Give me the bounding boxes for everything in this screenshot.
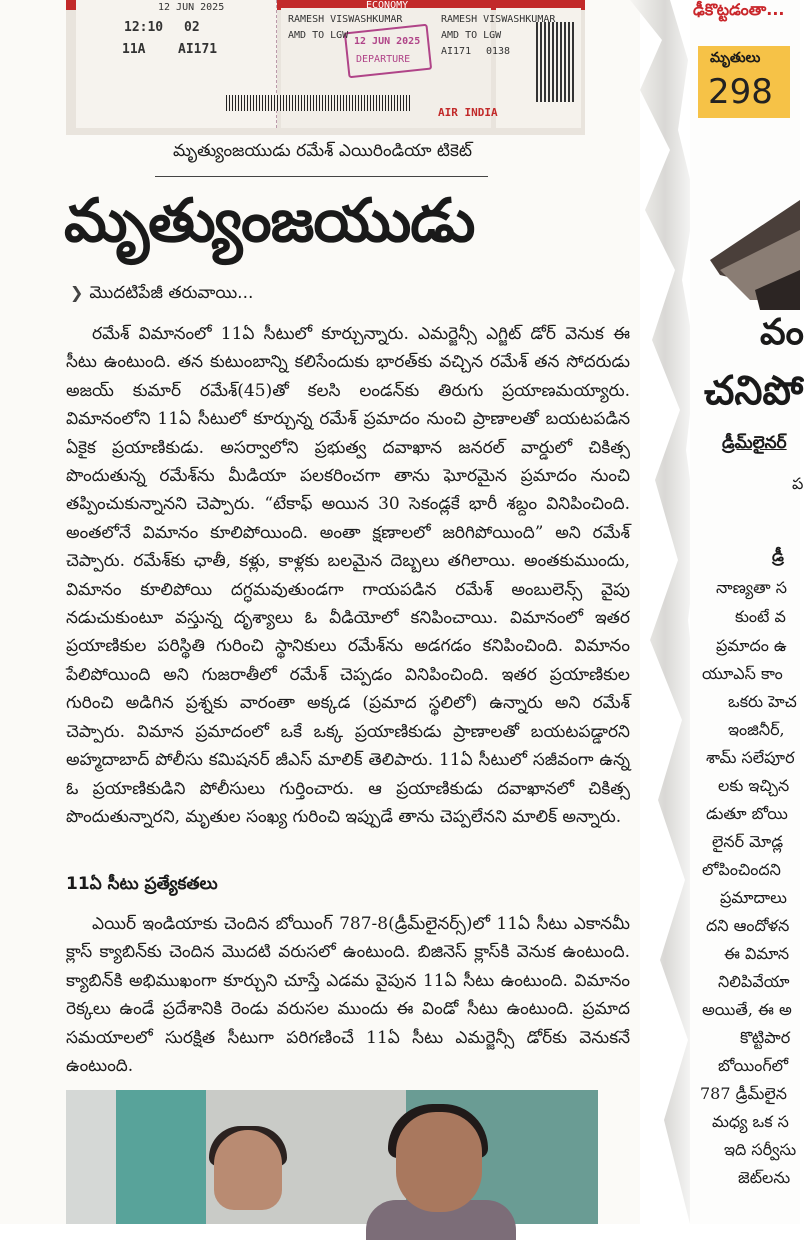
article-paragraph-1: రమేశ్‌ విమానంలో 11ఏ సీటులో కూర్చున్నారు. ఎమర్జెన్సీ ఎగ్జిట్‌ డోర్‌ వెనుక ఈ సీటు ఉంటుంది. తన కుటుంబాన్ని కలిసేందుకు భారత్‌కు వచ్చిన రమేశ్‌ తన సోదరుడు అజయ్‌ కుమార్‌ రమేశ్‌(45)తో కలసి లండన్‌కు తిరుగు ప్రయాణమయ్యారు. విమానంలోని 11ఏ సీటులో కూర్చున్న రమేశ్‌ ప్రమాదం నుంచి ప్రాణాలతో బయటపడిన ఏకైక ప్రయాణికుడు. అసర్వాలోని ప్రభుత్వ దవాఖాన జనరల్‌ వార్డులో చికిత్స పొందుతున్న రమేశ్‌ను మీడియా పలకరించగా తాను ఘోరమైన ప్రమాదం నుంచి తప్పించుకున్నానని చెప్పారు. “టేకాఫ్‌ అయిన 30 సెకండ్లకే భారీ శబ్దం వినిపించింది. అంతలోనే విమానం కూలిపోయింది. అంతా క్షణాలలో జరిగిపోయింది” అని రమేశ్‌ చెప్పారు. రమేశ్‌కు ఛాతీ, కళ్లు, కాళ్లకు బలమైన దెబ్బలు తగిలాయి. అంతకుముందు, విమానం కూలిపోయి దగ్ధమవుతుండగా గాయపడిన రమేశ్‌ అంబులెన్స్‌ వైపు నడుచుకుంటూ వస్తున్న దృశ్యాలు ఓ వీడియోలో కనిపించాయి. విమానంలో ఇతర ప్రయాణికుల పరిస్థితి గురించి స్థానికులు రమేశ్‌ను అడగడం కనిపించింది. విమానం పేలిపోయింది అని గుజరాతీలో రమేశ్‌ చెప్పడం వినిపించింది. ఇతర ప్రయాణికుల గురించి అడిగిన ప్రశ్నకు వారంతా అక్కడ (ప్రమాద స్థలిలో) ఉన్నారు అని రమేశ్‌ చెప్పారు. విమాన ప్రమాదంలో ఒకే ఒక్క ప్రయాణికుడు ప్రాణాలతో బయటపడ్డారని అహ్మదాబాద్‌ పోలీసు కమిషనర్‌ జీఎస్‌ మాలిక్‌ తెలిపారు. 11ఏ సీటులో సజీవంగా ఉన్న ఓ ప్రయాణికుడిని పోలీసులు గుర్తించారు. ఆ ప్రయాణికుడు దవాఖానలో చికిత్స పొందుతున్నారని, మృతుల సంఖ్య గురించి ఇప్పుడే తాను చెప్పలేనని మాలిక్‌ అన్నారు. [66,324,630,827]
right-text-line: లైనర్ మోడ్ల [712,832,784,851]
right-text-line: డుతూ బోయి [706,804,788,823]
ticket-flight: AI171 [178,42,218,57]
deaths-count: 298 [708,72,773,112]
photo-caption: మృత్యుంజయుడు రమేశ్‌ ఎయిరిండియా టికెట్‌ [172,141,472,161]
ticket-zone: 0138 [486,46,511,57]
right-text-line: జెట్‌లను [738,1168,791,1187]
right-text-line: నిలిపివేయా [718,972,790,991]
departure-stamp [344,24,432,79]
boarding-pass-photo [66,0,585,135]
right-text-line: దని ఆందోళన [706,916,790,935]
chevron-right-icon: ❯ [70,283,84,302]
right-text-line: యూఎస్ కాం [702,664,783,683]
right-text-line: బోయింగ్‌లో [718,1056,789,1075]
right-text-line: ఈ విమాన [724,944,790,963]
right-text-line: అయితే, ఈ అ [702,1000,792,1019]
ticket-route-right: AMD TO LGW [441,30,502,41]
right-text-line: ఇంజినీర్, [728,720,785,739]
continuation-text: మొదటిపేజీ తరువాయి... [89,283,254,303]
right-text-line: లోపించిందని [702,860,781,879]
ticket-gate: 02 [184,20,200,35]
right-dateline: డ్రీమ్‌లైనర్‌ [722,433,787,453]
continuation-line [70,283,253,307]
right-text-line: కుంటే వ [735,607,786,626]
stamp-text: DEPARTURE [356,54,411,65]
right-top-text: ఢీకొట్టడంతా... [693,0,785,19]
right-text-line: 787 డ్రీమ్‌లైన [700,1084,787,1103]
stamp-date: 12 JUN 2025 [354,36,421,47]
right-text-line: ఒకరు హెచ [728,692,797,711]
right-text-line: మధ్య ఒక స [712,1112,789,1131]
barcode-image [226,95,411,111]
right-text-line: ప [792,474,804,493]
deaths-label: మృతులు [710,50,761,66]
ticket-passenger-right: RAMESH VISWASHKUMAR [441,14,556,25]
article-paragraph-2: ఎయిర్‌ ఇండియాకు చెందిన బోయింగ్‌ 787-8(డ్రీమ్‌లైనర్స్‌)లో 11ఏ సీటు ఎకానమీ క్లాస్‌ క్యాబిన్‌కు చెందిన మొదటి వరుసలో ఉంటుంది. బిజినెస్‌ క్లాస్‌కి వెనుక ఉంటుంది. క్యాబిన్‌కి అభిముఖంగా కూర్చుని చూస్తే ఎడమ వైపున 11ఏ సీటు ఉంటుంది. విమానం రెక్కలు ఉండే ప్రదేశానికి రెండు వరుసల ముందు ఈ విండో సీటు ఉంటుంది. ప్రమాద సమయాలలో సురక్షిత సీటుగా పరిగణించే 11ఏ సీటు ఎమర్జెన్సీ డోర్‌కు వెనుకనే ఉంటుంది. [66,914,630,1077]
right-text-line: లకు ఇచ్చిన [718,776,790,795]
ticket-passenger: RAMESH VISWASHKUMAR [288,14,403,25]
right-text-line: డ్రీ [772,546,784,565]
deaths-box [698,46,790,118]
relatives-photo [66,1090,598,1224]
right-text-line: నాణ్యతా స [716,578,787,597]
right-text-line: ఇది సర్వీసు [724,1140,797,1159]
caption-rule [155,176,488,177]
ticket-class: ECONOMY [366,0,409,11]
subheading: 11ఏ సీటు ప్రత్యేకతలు [66,874,218,894]
qr-code-image [536,22,576,102]
right-text-line: ప్రమాదం ఉ [716,636,787,655]
headline: మృత్యుంజయుడు [64,186,475,256]
wreckage-photo [700,200,800,310]
right-text-line: కొట్టిపార [740,1028,791,1047]
right-headline-2: చనిపో [704,368,804,414]
airline-logo: AIR INDIA [438,106,498,119]
right-text-line: ప్రమాదాలు [720,888,787,907]
ticket-flight-right: AI171 [441,46,472,57]
ticket-date: 12 JUN 2025 [158,2,225,13]
ticket-seat: 11A [122,42,146,57]
ticket-route: AMD TO LGW [288,30,349,41]
right-text-line: శామ్ సలేపూర [706,748,795,767]
ticket-time: 12:10 [124,20,164,35]
right-headline-1: వం [760,312,804,353]
